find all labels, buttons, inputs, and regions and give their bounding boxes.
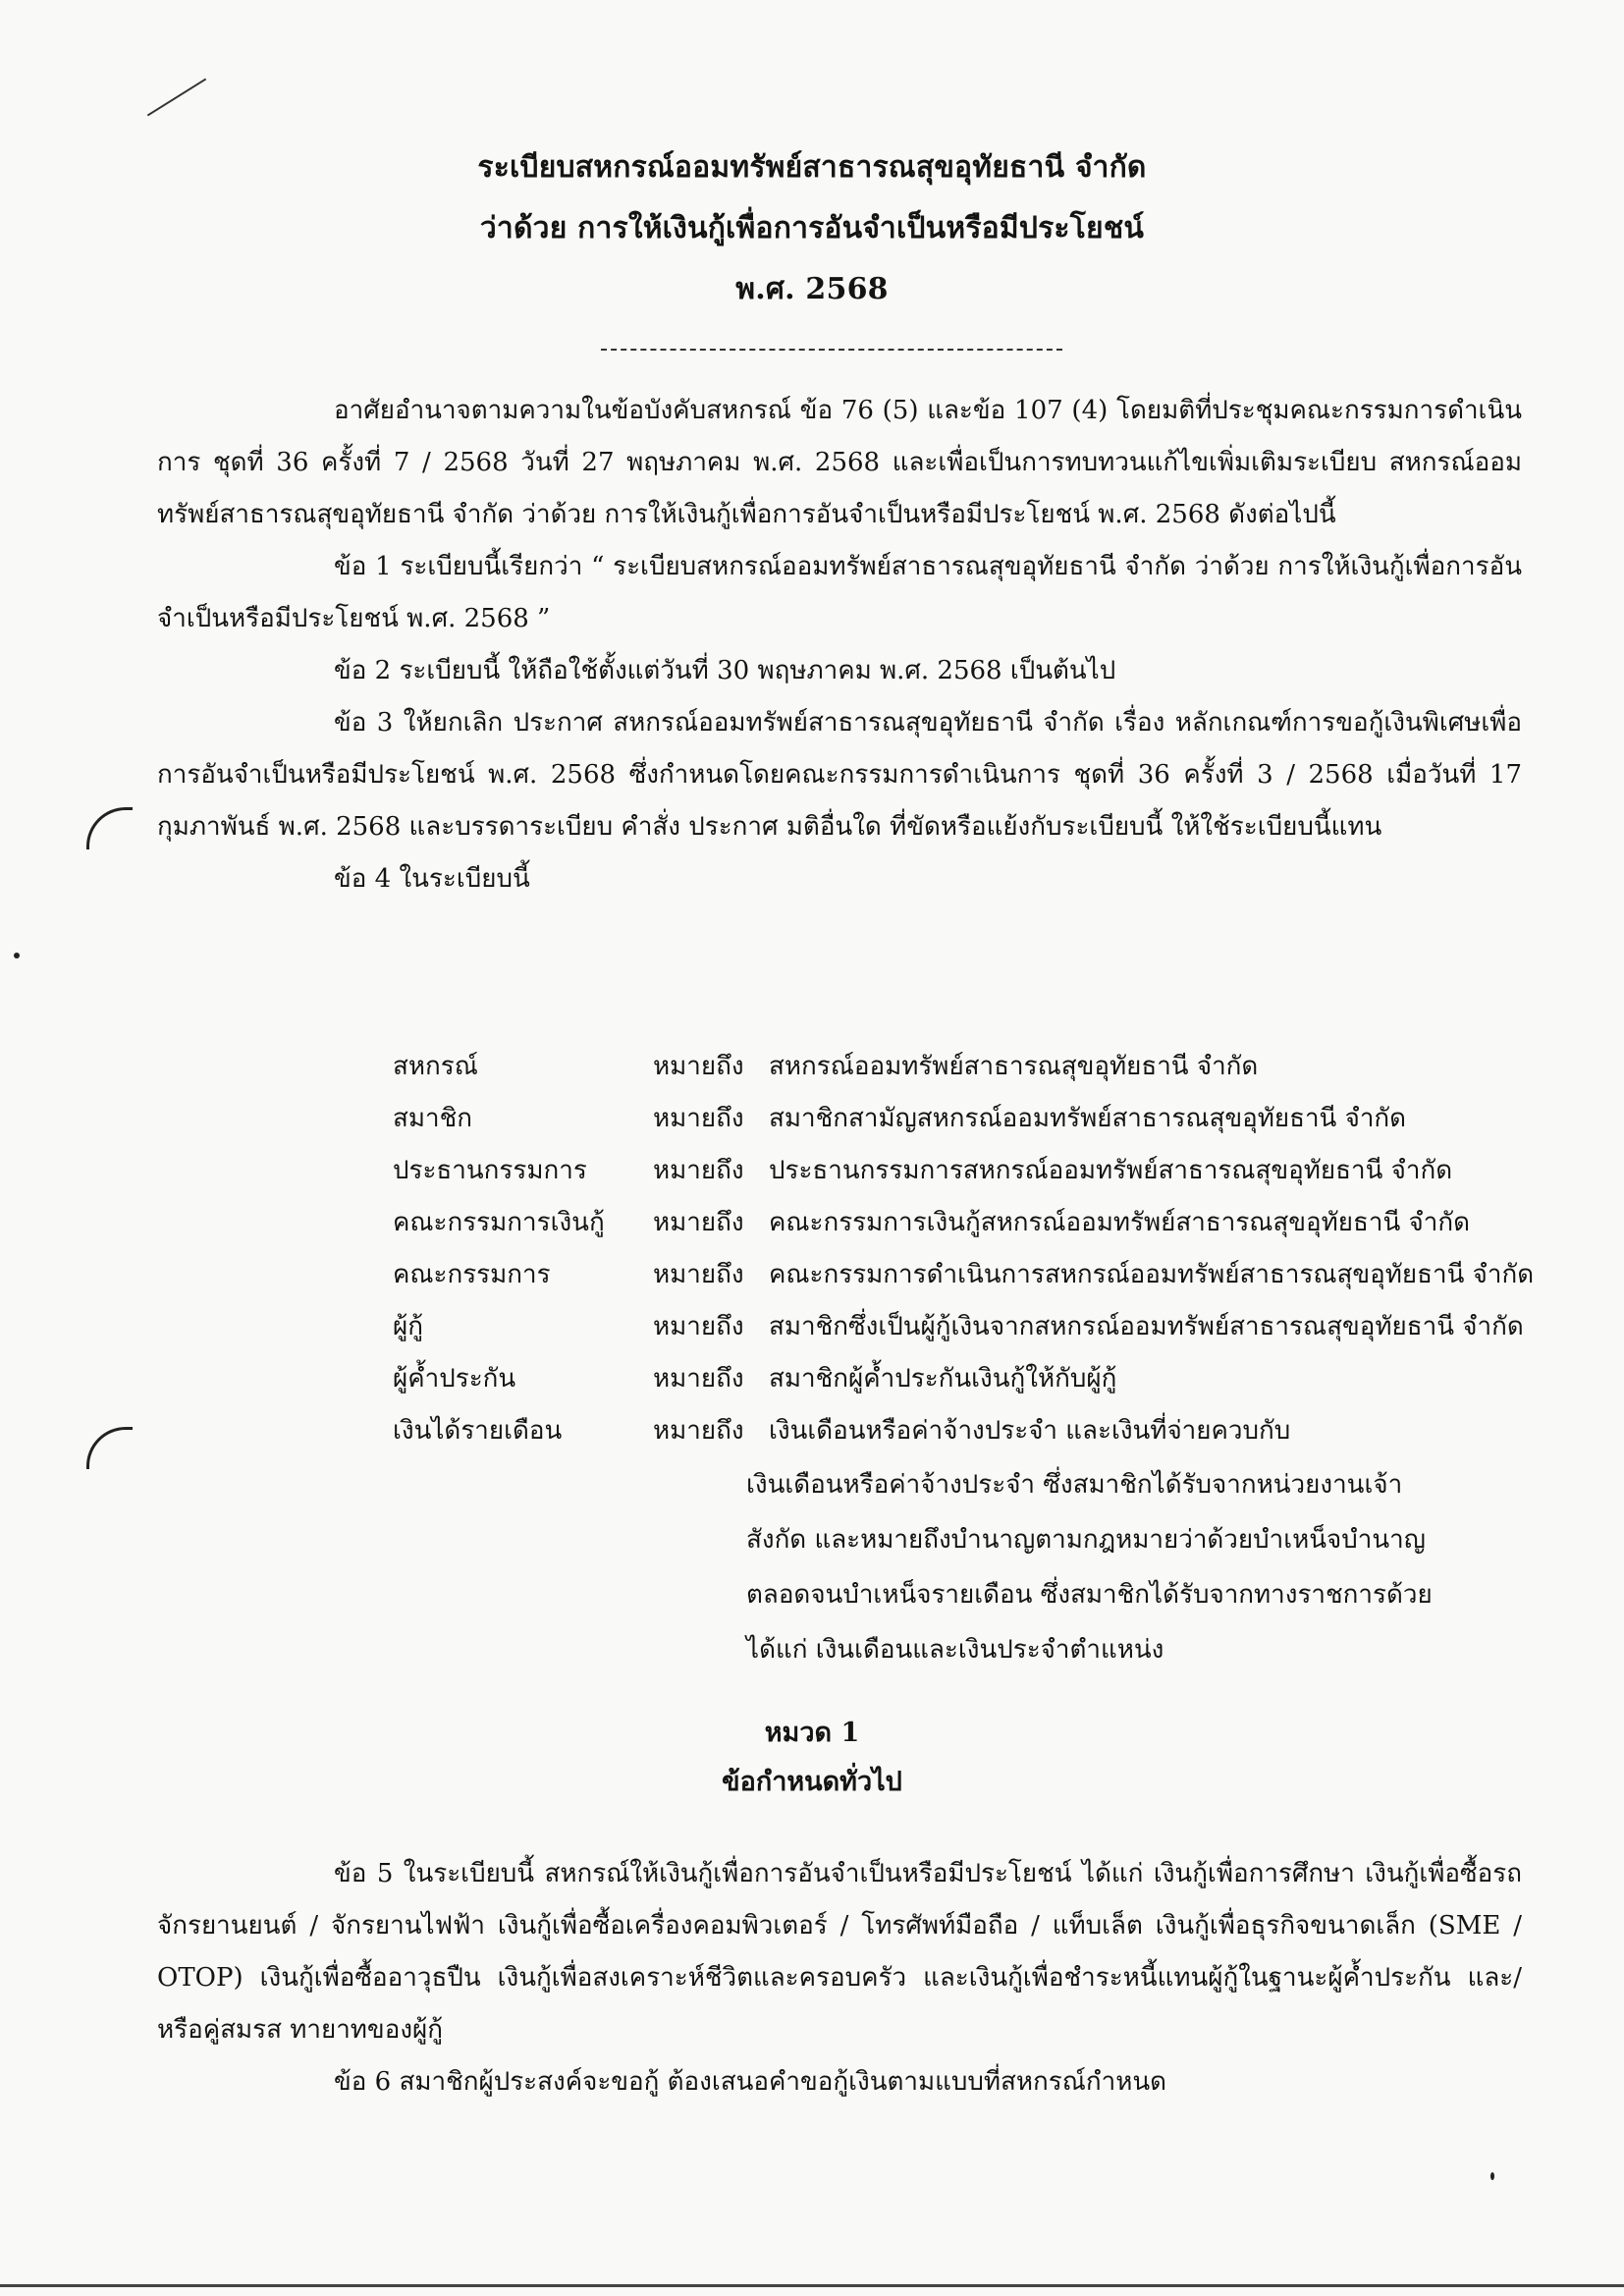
continuation-line: ได้แก่ เงินเดือนและเงินประจำตำแหน่ง — [746, 1635, 1164, 1665]
definition-means: หมายถึง — [653, 1052, 744, 1081]
definition-means: หมายถึง — [653, 1208, 744, 1237]
chapter-number: หมวด 1 — [764, 1718, 860, 1748]
definition-row — [393, 1301, 1522, 1353]
definition-desc: เงินเดือนหรือค่าจ้างประจำ และเงินที่จ่ายควบกับ — [769, 1416, 1291, 1446]
clause-3: ข้อ 3 ให้ยกเลิก ประกาศ สหกรณ์ออมทรัพย์สาธารณสุขอุทัยธานี จำกัด เรื่อง หลักเกณฑ์การขอกู้เงินพิเศษเพื่อการอันจำเป็นหรือมีประโยชน์ พ.ศ. 2568 ซึ่งกำหนดโดยคณะกรรมการดำเนินการ ชุดที่ 36 ครั้งที่ 3 / 2568 เมื่อวันที่ 17 กุมภาพันธ์ พ.ศ. 2568 และบรรดาระเบียบ คำสั่ง ประกาศ มติอื่นใด ที่ขัดหรือแย้งกับระเบียบนี้ ให้ใช้ระเบียบนี้แทน — [157, 708, 1522, 842]
body-upper — [157, 385, 1522, 905]
definition-means: หมายถึง — [653, 1104, 744, 1133]
body-lower — [157, 1848, 1522, 2108]
definition-means: หมายถึง — [653, 1312, 744, 1341]
definition-means: หมายถึง — [653, 1156, 744, 1185]
definition-term: เงินได้รายเดือน — [393, 1416, 563, 1446]
definition-desc: คณะกรรมการเงินกู้สหกรณ์ออมทรัพย์สาธารณสุขอุทัยธานี จำกัด — [769, 1208, 1470, 1237]
definition-means: หมายถึง — [653, 1364, 744, 1394]
chapter-name: ข้อกำหนดทั่วไป — [722, 1767, 902, 1797]
definition-row — [393, 1249, 1535, 1301]
title-line-3: พ.ศ. 2568 — [735, 272, 889, 306]
document-title — [0, 137, 1624, 320]
definition-term: ผู้ค้ำประกัน — [393, 1364, 516, 1394]
pen-scratch-mark — [147, 79, 206, 117]
title-line-1: ระเบียบสหกรณ์ออมทรัพย์สาธารณสุขอุทัยธานี จำกัด — [477, 150, 1147, 185]
continuation-line: สังกัด และหมายถึงบำนาญตามกฎหมายว่าด้วยบำเหน็จบำนาญ — [746, 1525, 1426, 1555]
definition-means: หมายถึง — [653, 1416, 744, 1446]
definition-term: ประธานกรรมการ — [393, 1156, 587, 1185]
definition-continuation — [746, 1457, 1532, 1677]
title-line-2: ว่าด้วย การให้เงินกู้เพื่อการอันจำเป็นหรือมีประโยชน์ — [479, 211, 1145, 246]
clause-2: ข้อ 2 ระเบียบนี้ ให้ถือใช้ตั้งแต่วันที่ 30 พฤษภาคม พ.ศ. 2568 เป็นต้นไป — [334, 656, 1116, 685]
continuation-line: ตลอดจนบำเหน็จรายเดือน ซึ่งสมาชิกได้รับจากทางราชการด้วย — [746, 1580, 1433, 1610]
definition-term: สมาชิก — [393, 1104, 472, 1133]
definition-term: คณะกรรมการ — [393, 1260, 551, 1289]
definition-row — [393, 1093, 1522, 1145]
chapter-heading — [0, 1709, 1624, 1807]
clause-5: ข้อ 5 ในระเบียบนี้ สหกรณ์ให้เงินกู้เพื่อการอันจำเป็นหรือมีประโยชน์ ได้แก่ เงินกู้เพื่อการศึกษา เงินกู้เพื่อซื้อรถจักรยานยนต์ / จักรยานไฟฟ้า เงินกู้เพื่อซื้อเครื่องคอมพิวเตอร์ / โทรศัพท์มือถือ / แท็บเล็ต เงินกู้เพื่อธุรกิจขนาดเล็ก (SME / OTOP) เงินกู้เพื่อซื้ออาวุธปืน เงินกู้เพื่อสงเคราะห์ชีวิตและครอบครัว และเงินกู้เพื่อชำระหนี้แทนผู้กู้ในฐานะผู้ค้ำประกัน และ/หรือคู่สมรส ทายาทของผู้กู้ — [157, 1859, 1522, 2045]
title-separator — [601, 349, 1062, 351]
punch-hole-mark-bottom — [86, 1427, 133, 1469]
definition-row — [393, 1041, 1522, 1093]
definition-term: สหกรณ์ — [393, 1052, 478, 1081]
clause-6: ข้อ 6 สมาชิกผู้ประสงค์จะขอกู้ ต้องเสนอคำขอกู้เงินตามแบบที่สหกรณ์กำหนด — [334, 2067, 1166, 2097]
definition-desc: ประธานกรรมการสหกรณ์ออมทรัพย์สาธารณสุขอุทัยธานี จำกัด — [769, 1156, 1453, 1185]
continuation-line: เงินเดือนหรือค่าจ้างประจำ ซึ่งสมาชิกได้รับจากหน่วยงานเจ้า — [746, 1470, 1403, 1500]
page-bottom-edge — [0, 2284, 1624, 2287]
definition-row — [393, 1197, 1522, 1249]
definition-term: ผู้กู้ — [393, 1312, 423, 1341]
definition-row — [393, 1353, 1522, 1405]
scan-speck — [14, 953, 20, 958]
clause-4: ข้อ 4 ในระเบียบนี้ — [334, 864, 530, 894]
definition-desc: สมาชิกซึ่งเป็นผู้กู้เงินจากสหกรณ์ออมทรัพย์สาธารณสุขอุทัยธานี จำกัด — [769, 1312, 1524, 1341]
definitions-list — [393, 1041, 1535, 1457]
scan-speck — [1490, 2172, 1494, 2180]
definition-row — [393, 1405, 1522, 1457]
definition-desc: คณะกรรมการดำเนินการสหกรณ์ออมทรัพย์สาธารณสุขอุทัยธานี จำกัด — [769, 1260, 1535, 1289]
definition-row — [393, 1145, 1522, 1197]
definition-desc: สมาชิกสามัญสหกรณ์ออมทรัพย์สาธารณสุขอุทัยธานี จำกัด — [769, 1104, 1407, 1133]
definition-term: คณะกรรมการเงินกู้ — [393, 1208, 605, 1237]
definition-desc: สหกรณ์ออมทรัพย์สาธารณสุขอุทัยธานี จำกัด — [769, 1052, 1259, 1081]
definition-desc: สมาชิกผู้ค้ำประกันเงินกู้ให้กับผู้กู้ — [769, 1364, 1117, 1394]
punch-hole-mark-top — [86, 807, 133, 849]
preamble-paragraph: อาศัยอำนาจตามความในข้อบังคับสหกรณ์ ข้อ 76 (5) และข้อ 107 (4) โดยมติที่ประชุมคณะกรรมการดำเนินการ ชุดที่ 36 ครั้งที่ 7 / 2568 วันที่ 27 พฤษภาคม พ.ศ. 2568 และเพื่อเป็นการทบทวนแก้ไขเพิ่มเติมระเบียบ สหกรณ์ออมทรัพย์สาธารณสุขอุทัยธานี จำกัด ว่าด้วย การให้เงินกู้เพื่อการอันจำเป็นหรือมีประโยชน์ พ.ศ. 2568 ดังต่อไปนี้ — [157, 396, 1522, 529]
clause-1: ข้อ 1 ระเบียบนี้เรียกว่า “ ระเบียบสหกรณ์ออมทรัพย์สาธารณสุขอุทัยธานี จำกัด ว่าด้วย การให้เงินกู้เพื่อการอันจำเป็นหรือมีประโยชน์ พ.ศ. 2568 ” — [157, 552, 1522, 633]
definition-means: หมายถึง — [653, 1260, 744, 1289]
